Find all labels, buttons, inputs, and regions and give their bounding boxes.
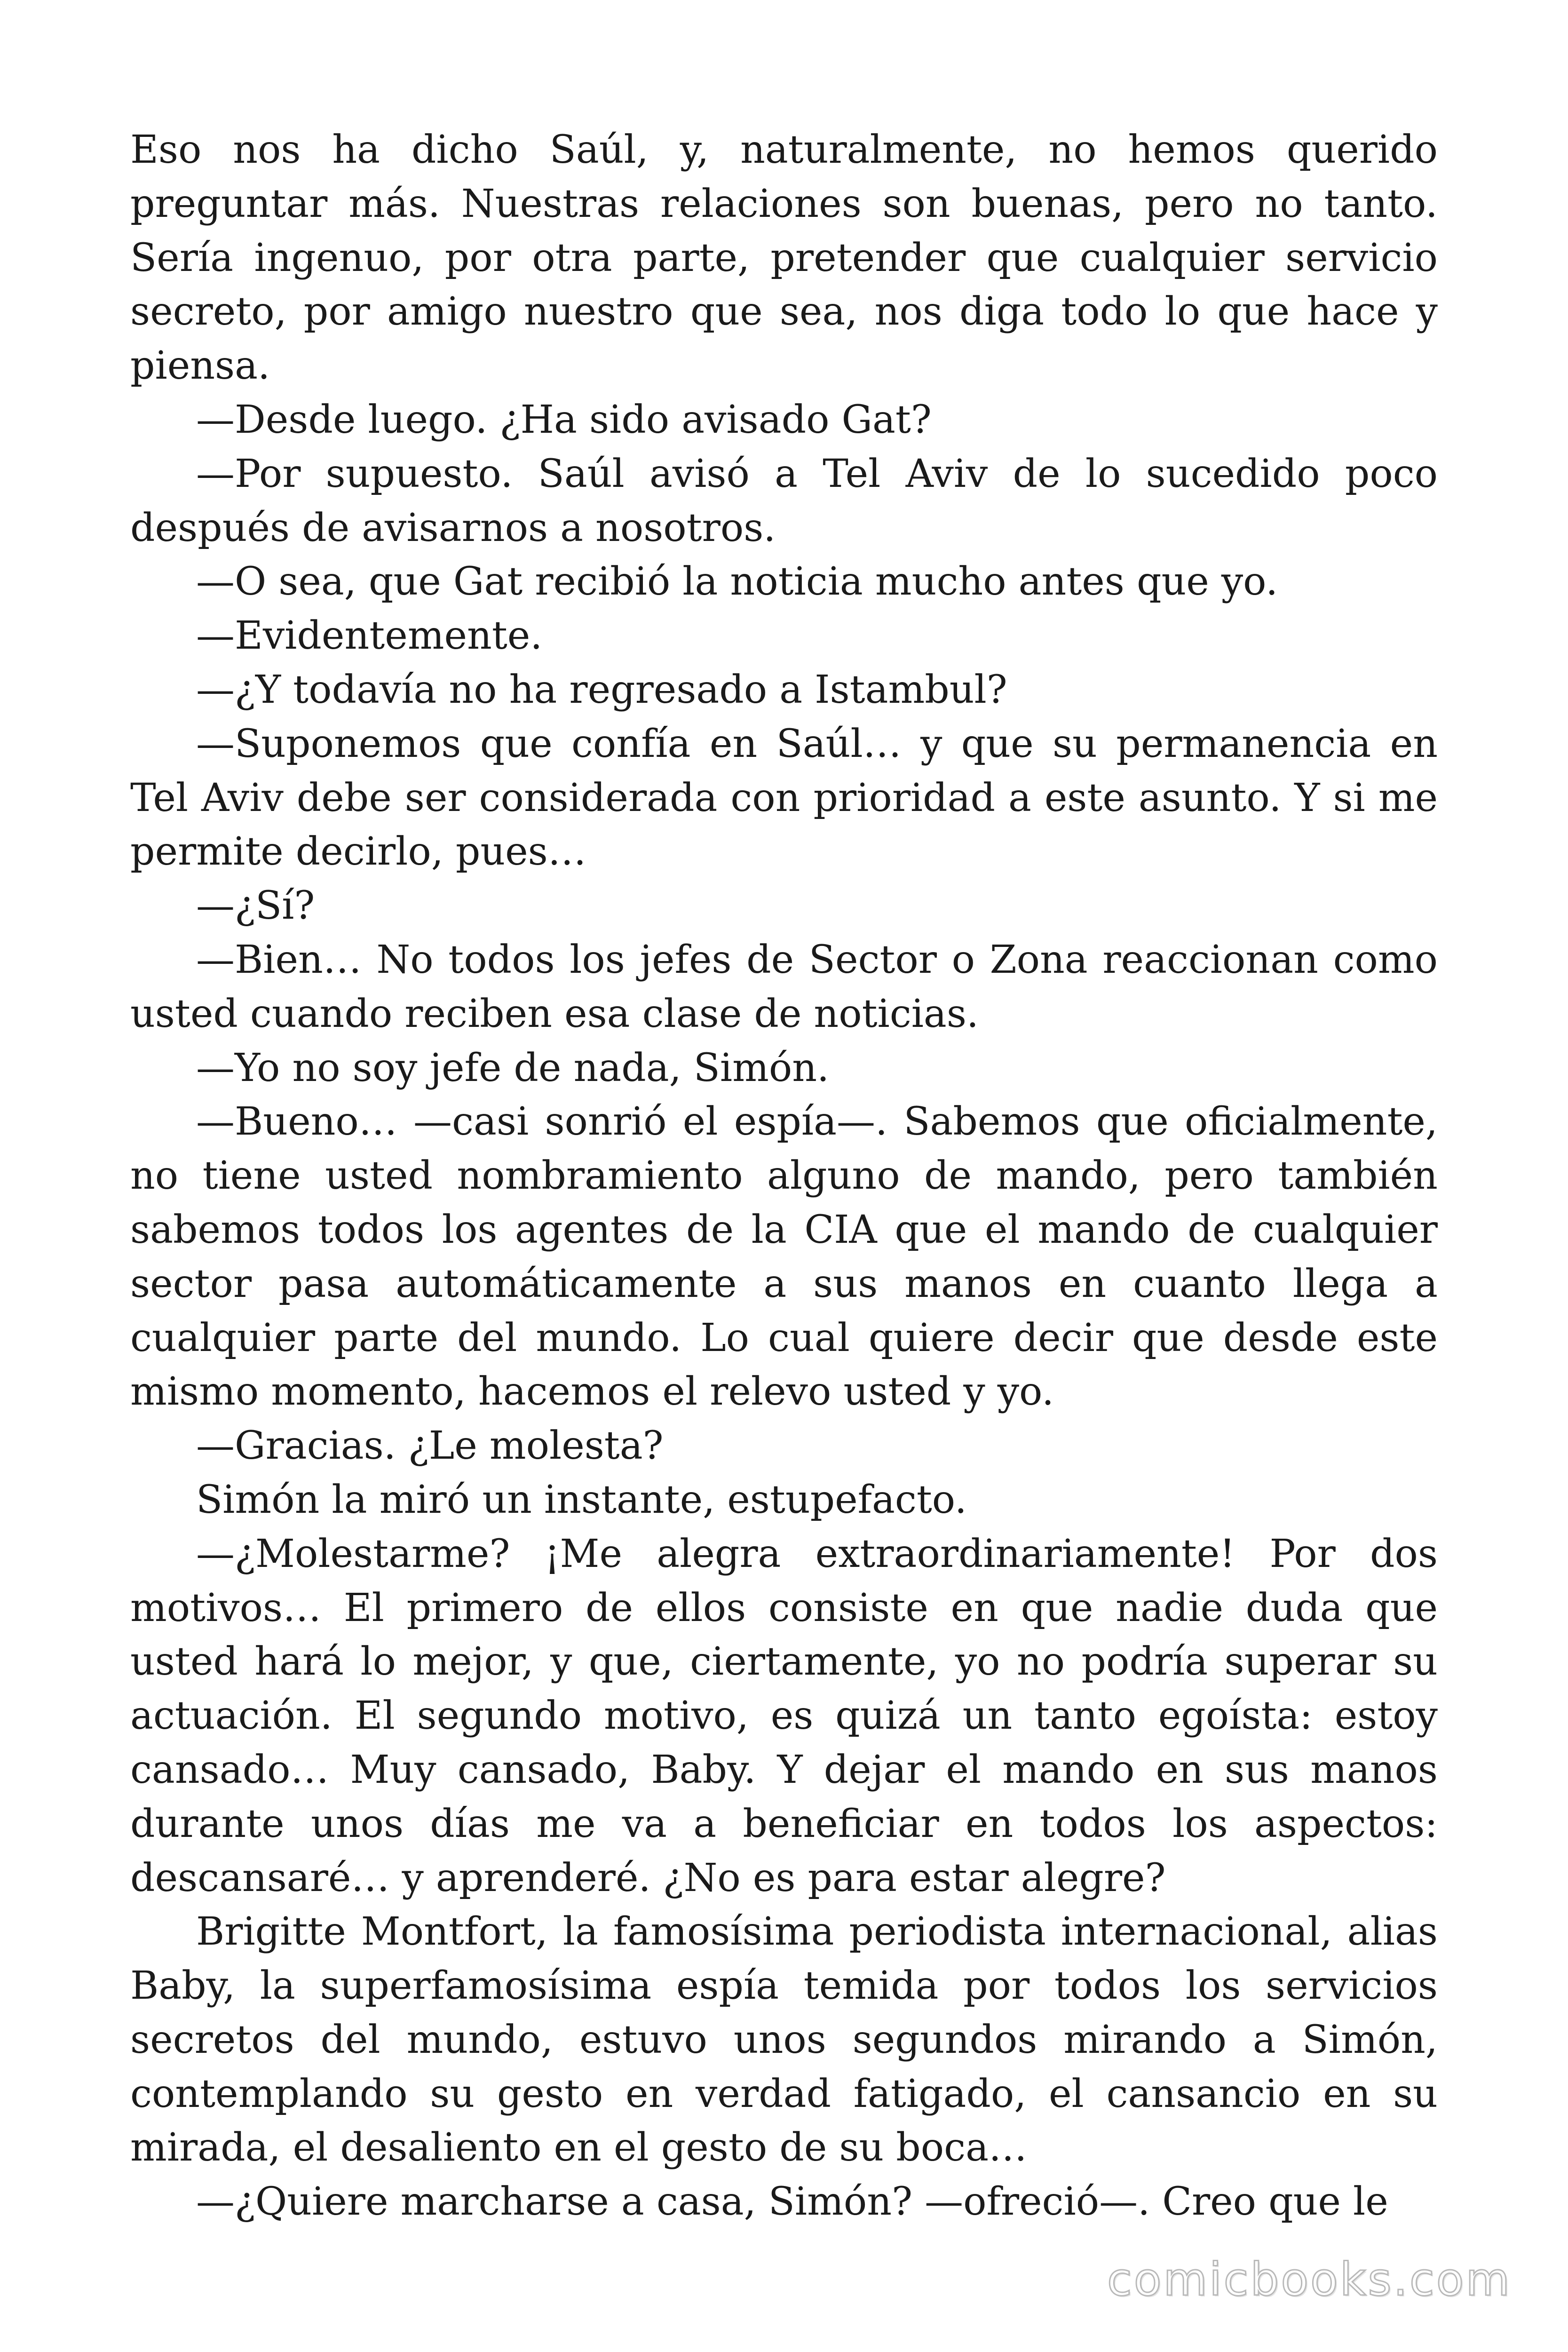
paragraph-2: —Desde luego. ¿Ha sido avisado Gat? xyxy=(196,397,932,442)
paragraph-15: Brigitte Montfort, la famosísima periodista internacional, alias Baby, la superfamosísima espía temida por todos los servicios secretos del mundo, estuvo unos segundos mirando a Simón, contemplando su gesto en verdad fatigado, el cansancio en su mirada, el desaliento en el gesto de su boca… xyxy=(130,1909,1438,2170)
body-text xyxy=(130,123,1438,2229)
paragraph-8: —¿Sí? xyxy=(196,883,315,929)
paragraph-14: —¿Molestarme? ¡Me alegra extraordinariamente! Por dos motivos… El primero de ellos consiste en que nadie duda que usted hará lo mejor, y que, ciertamente, yo no podría superar su actuación. El segundo motivo, es quizá un tanto egoísta: estoy cansado… Muy cansado, Baby. Y dejar el mando en sus manos durante unos días me va a beneficiar en todos los aspectos: descansaré… y aprenderé. ¿No es para estar alegre? xyxy=(130,1531,1438,1900)
paragraph-3: —Por supuesto. Saúl avisó a Tel Aviv de lo sucedido poco después de avisarnos a nosotros. xyxy=(130,451,1438,550)
paragraph-5: —Evidentemente. xyxy=(196,613,543,659)
paragraph-9: —Bien… No todos los jefes de Sector o Zona reaccionan como usted cuando reciben esa clase de noticias. xyxy=(130,937,1438,1036)
paragraph-11: —Bueno… —casi sonrió el espía—. Sabemos que oficialmente, no tiene usted nombramiento alguno de mando, pero también sabemos todos los agentes de la CIA que el mando de cualquier sector pasa automáticamente a sus manos en cuanto llega a cualquier parte del mundo. Lo cual quiere decir que desde este mismo momento, hacemos el relevo usted y yo. xyxy=(130,1099,1438,1414)
watermark: comicbooks.com xyxy=(1107,2253,1512,2306)
paragraph-10: —Yo no soy jefe de nada, Simón. xyxy=(196,1045,830,1090)
paragraph-13: Simón la miró un instante, estupefacto. xyxy=(196,1477,967,1522)
paragraph-16: —¿Quiere marcharse a casa, Simón? —ofreció—. Creo que le xyxy=(196,2179,1388,2225)
paragraph-12: —Gracias. ¿Le molesta? xyxy=(196,1423,664,1469)
paragraph-1: Eso nos ha dicho Saúl, y, naturalmente, no hemos querido preguntar más. Nuestras relaciones son buenas, pero no tanto. Sería ingenuo, por otra parte, pretender que cualquier servicio secreto, por amigo nuestro que sea, nos diga todo lo que hace y piensa. xyxy=(130,127,1438,389)
paragraph-4: —O sea, que Gat recibió la noticia mucho antes que yo. xyxy=(196,559,1278,604)
paragraph-7: —Suponemos que confía en Saúl… y que su permanencia en Tel Aviv debe ser considerada con prioridad a este asunto. Y si me permite decirlo, pues… xyxy=(130,721,1438,874)
paragraph-6: —¿Y todavía no ha regresado a Istambul? xyxy=(196,667,1007,712)
